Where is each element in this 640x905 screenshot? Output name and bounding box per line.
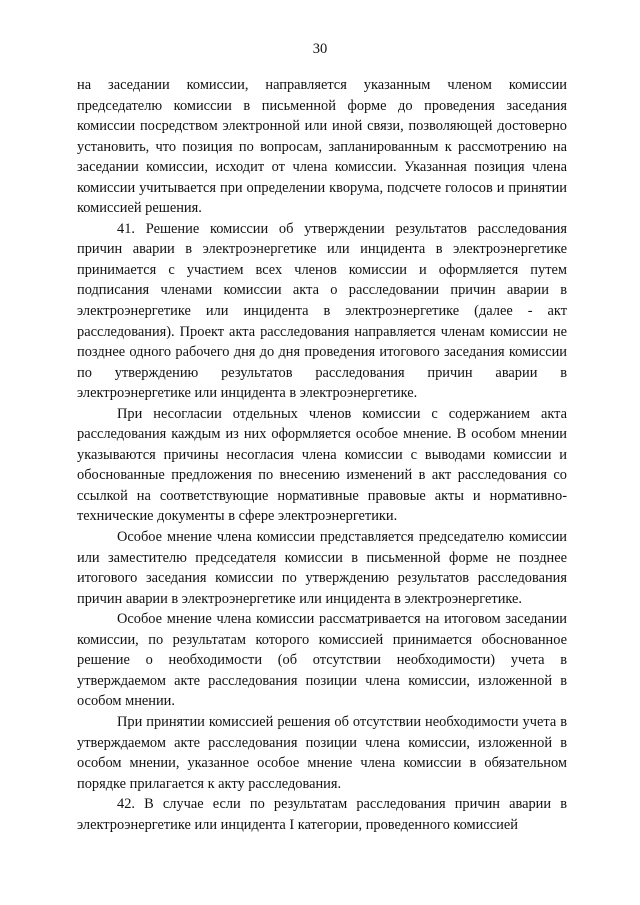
paragraph-clause-42: 42. В случае если по результатам расследования причин аварии в электроэнергетике или инцидента I категории, проведенного комиссией — [77, 796, 567, 833]
paragraph-continuation: на заседании комиссии, направляется указанным членом комиссии председателю комиссии в письменной форме до проведения заседания комиссии посредством электронной или иной связи, позволяющей достоверно установить, что позиция по вопросам, запланированным к рассмотрению на заседании комиссии, исходит от члена комиссии. Указанная позиция члена комиссии учитывается при определении кворума, подсчете голосов и принятии комиссией решения. — [77, 77, 567, 217]
page-number: 30 — [312, 41, 328, 57]
document-body — [77, 75, 567, 835]
paragraph-dissent-submission: Особое мнение члена комиссии представляется председателю комиссии или заместителю председателя комиссии в письменной форме не позднее итогового заседания комиссии по утверждению результатов расследования причин аварии в электроэнергетике или инцидента в электроэнергетике. — [77, 529, 567, 607]
paragraph-dissent-review: Особое мнение члена комиссии рассматривается на итоговом заседании комиссии, по результатам которого комиссией принимается обоснованное решение о необходимости (об отсутствии необходимости) учета в утверждаемом акте расследования позиции члена комиссии, изложенной в особом мнении. — [77, 611, 567, 710]
paragraph-dissent-formation: При несогласии отдельных членов комиссии с содержанием акта расследования каждым из них оформляется особое мнение. В особом мнении указываются причины несогласия члена комиссии с выводами комиссии и обоснованные предложения по внесению изменений в акт расследования со ссылкой на соответствующие нормативные правовые акты и нормативно-технические документы в сфере электроэнергетики. — [77, 405, 567, 525]
paragraph-clause-41: 41. Решение комиссии об утверждении результатов расследования причин аварии в электроэнергетике или инцидента в электроэнергетике принимается с участием всех членов комиссии и оформляется путем подписания членами комиссии акта о расследовании причин аварии в электроэнергетике или инцидента в электроэнергетике (далее - акт расследования). Проект акта расследования направляется членам комиссии не позднее одного рабочего дня до дня проведения итогового заседания комиссии по утверждению результатов расследования причин аварии в электроэнергетике или инцидента в электроэнергетике. — [77, 220, 567, 402]
paragraph-dissent-attachment: При принятии комиссией решения об отсутствии необходимости учета в утверждаемом акте расследования позиции члена комиссии, изложенной в особом мнении, указанное особое мнение члена комиссии в обязательном порядке прилагается к акту расследования. — [77, 713, 567, 792]
